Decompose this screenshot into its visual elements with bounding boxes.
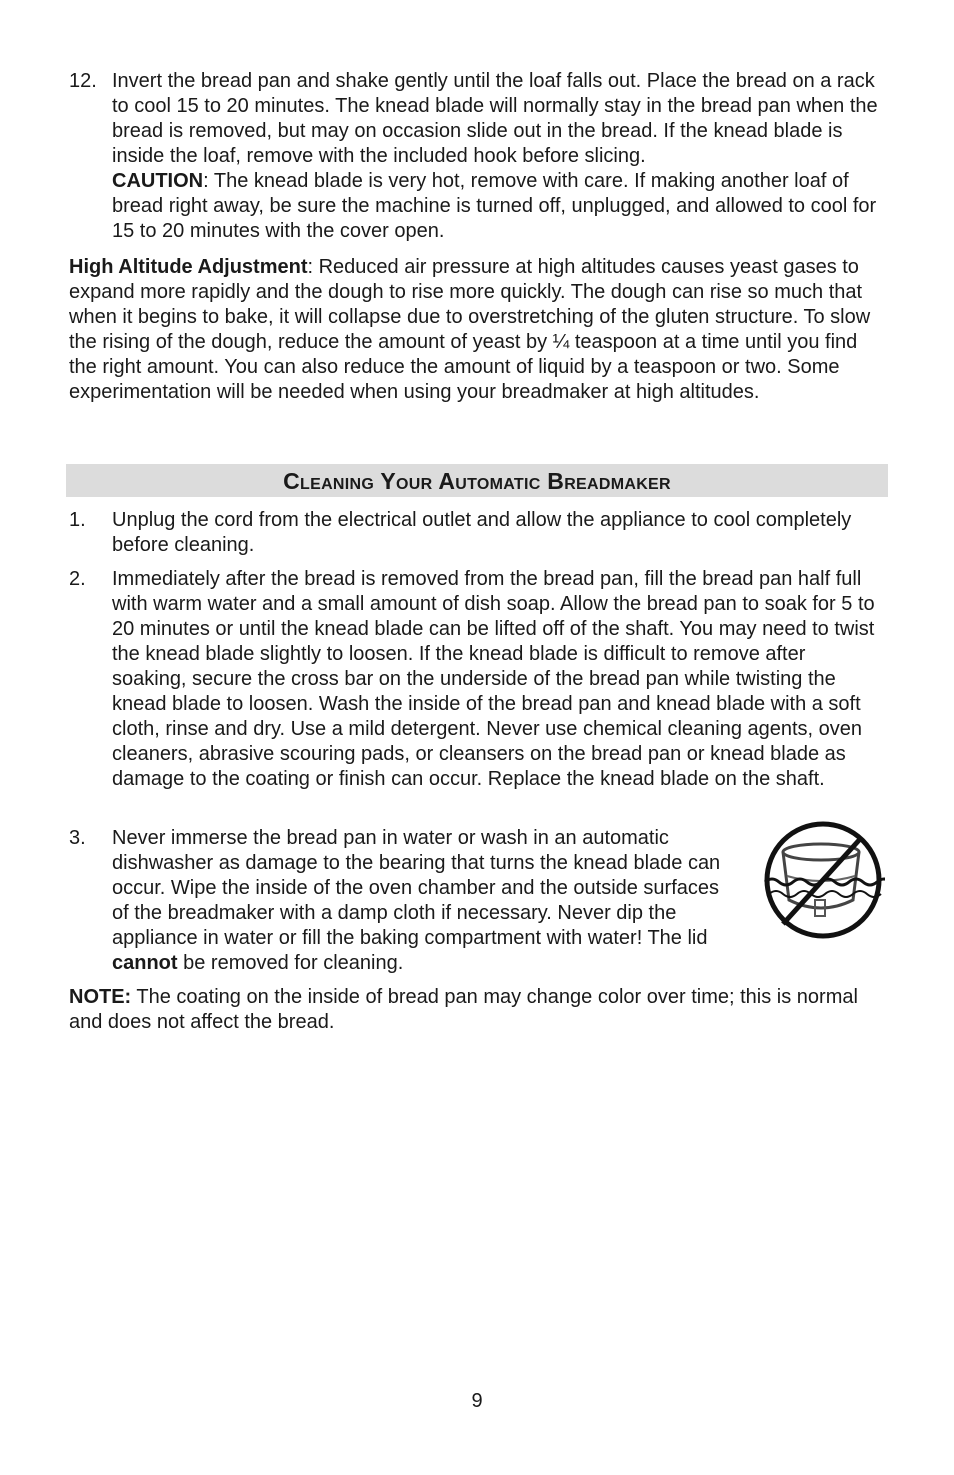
- step-3-text-before: Never immerse the bread pan in water or wash in an automatic dishwasher as damage to the bearing that turns the knead blade can occur. Wipe the inside of the oven chamber and the outside surfaces of the breadmaker with a damp cloth if necessary. Never dip the appliance in water or fill the baking compartment with water! The lid: [112, 827, 721, 949]
- high-altitude-paragraph: [69, 255, 879, 405]
- note-label: NOTE:: [69, 986, 132, 1008]
- section-banner: [66, 464, 888, 497]
- note-paragraph: [69, 985, 879, 1035]
- high-altitude-label: High Altitude Adjustment: [69, 256, 308, 278]
- caution-label: CAUTION: [112, 170, 204, 192]
- step-number: 2.: [69, 568, 86, 590]
- section-title: Cleaning Your Automatic Breadmaker: [283, 468, 671, 494]
- note-text: The coating on the inside of bread pan may change color over time; this is normal and does not affect the bread.: [69, 986, 858, 1033]
- step-text: Immediately after the bread is removed from the bread pan, fill the bread pan half full with warm water and a small amount of dish soap. Allow the bread pan to soak for 5 to 20 minutes or until the knead blade can be lifted off of the shaft. You may need to twist the knead blade slightly to loosen. If the knead blade is difficult to remove after soaking, secure the cross bar on the underside of the bread pan while twisting the knead blade to loosen. Wash the inside of the bread pan and knead blade with a soft cloth, rinse and dry. Use a mild detergent. Never use chemical cleaning agents, oven cleaners, abrasive scouring pads, or cleansers on the bread pan or knead blade as damage to the coating or finish can occur. Replace the knead blade on the shaft.: [112, 568, 875, 790]
- step-text: [112, 69, 879, 244]
- page-number: 9: [471, 1390, 483, 1412]
- step-text: [112, 826, 737, 976]
- step-12-body: Invert the bread pan and shake gently until the loaf falls out. Place the bread on a rack to cool 15 to 20 minutes. The knead blade will normally stay in the bread pan when the bread is removed, but may on occasion slide out in the bread. If the knead blade is inside the loaf, remove with the included hook before slicing.: [112, 70, 878, 167]
- no-immersion-icon: [761, 820, 885, 940]
- high-altitude-text: : Reduced air pressure at high altitudes causes yeast gases to expand more rapidly and the dough to rise more quickly. The dough can rise so much that when it begins to bake, it will collapse due to overstretching of the gluten structure. To slow the rising of the dough, reduce the amount of yeast by ¼ teaspoon at a time until you find the right amount. You can also reduce the amount of liquid by a teaspoon or two. Some experimentation will be needed when using your breadmaker at high altitudes.: [69, 256, 871, 403]
- step-number: 1.: [69, 509, 86, 531]
- step-3-text-after: be removed for cleaning.: [177, 952, 404, 974]
- cannot-emphasis: cannot: [112, 952, 178, 974]
- step-text: Unplug the cord from the electrical outlet and allow the appliance to cool completely before cleaning.: [112, 509, 852, 556]
- step-number: 12.: [69, 70, 97, 92]
- step-number: 3.: [69, 827, 86, 849]
- caution-text: : The knead blade is very hot, remove with care. If making another loaf of bread right away, be sure the machine is turned off, unplugged, and allowed to cool for 15 to 20 minutes with the cover open.: [112, 170, 877, 242]
